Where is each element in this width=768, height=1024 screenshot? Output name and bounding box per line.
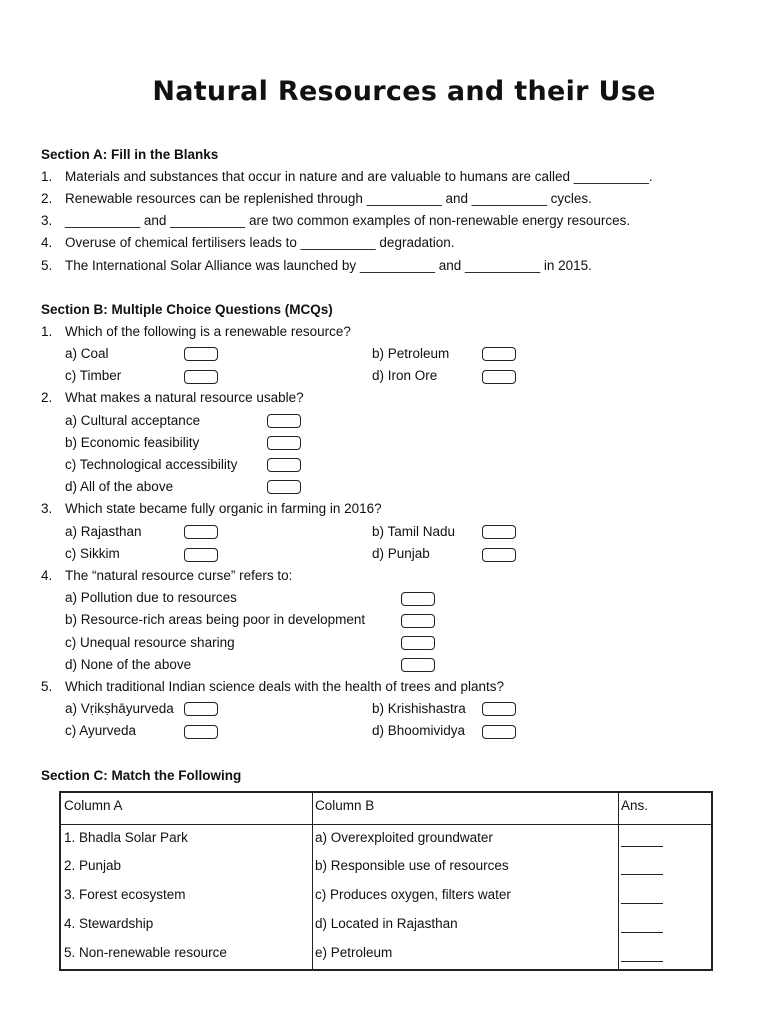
mcq-option: b) Petroleum [372,346,450,361]
mcq-option: c) Sikkim [65,546,120,561]
answer-checkbox[interactable] [401,592,435,606]
fill-blank-question-3: __________ and __________ are two common examples of non-renewable energy resources. [65,213,631,228]
mcq-number: 4. [41,568,53,583]
mcq-option: d) Punjab [372,546,430,561]
fill-blank-number: 4. [41,235,53,250]
match-item-a: 3. Forest ecosystem [64,887,186,902]
answer-checkbox[interactable] [482,702,516,716]
answer-blank[interactable] [621,932,663,933]
mcq-option: b) Tamil Nadu [372,524,456,539]
fill-blank-number: 5. [41,258,53,273]
page-title: Natural Resources and their Use [152,76,656,107]
answer-checkbox[interactable] [184,370,218,384]
mcq-option: c) Technological accessibility [65,457,238,472]
mcq-option: d) Iron Ore [372,368,438,383]
answer-checkbox[interactable] [184,725,218,739]
mcq-question-3: Which state became fully organic in farming in 2016? [65,501,382,516]
match-item-b: c) Produces oxygen, filters water [315,887,511,902]
fill-blank-number: 2. [41,191,53,206]
match-item-b: e) Petroleum [315,945,393,960]
fill-blank-question-1: Materials and substances that occur in nature and are valuable to humans are called __________. [65,169,653,184]
mcq-option: a) Cultural acceptance [65,413,201,428]
fill-blank-number: 1. [41,169,53,184]
mcq-option: a) Vṛikṣhāyurveda [65,701,174,716]
answer-checkbox[interactable] [482,370,516,384]
answer-checkbox[interactable] [401,614,435,628]
match-item-b: b) Responsible use of resources [315,858,509,873]
answer-checkbox[interactable] [267,458,301,472]
header-divider [61,824,711,825]
match-item-b: d) Located in Rajasthan [315,916,458,931]
mcq-option: b) Resource-rich areas being poor in development [65,612,366,627]
mcq-option: d) Bhoomividya [372,723,466,738]
mcq-option: c) Timber [65,368,122,383]
mcq-question-2: What makes a natural resource usable? [65,390,304,405]
mcq-option: c) Ayurveda [65,723,137,738]
mcq-option: b) Krishishastra [372,701,466,716]
mcq-option: a) Pollution due to resources [65,590,237,605]
match-table [59,791,713,971]
mcq-question-5: Which traditional Indian science deals with the health of trees and plants? [65,679,505,694]
mcq-number: 5. [41,679,53,694]
answer-checkbox[interactable] [401,636,435,650]
mcq-option: a) Coal [65,346,109,361]
answer-checkbox[interactable] [267,480,301,494]
answer-checkbox[interactable] [184,548,218,562]
section-b-heading: Section B: Multiple Choice Questions (MCQs) [41,302,333,317]
fill-blank-number: 3. [41,213,53,228]
section-c-heading: Section C: Match the Following [41,768,242,783]
fill-blank-question-2: Renewable resources can be replenished through __________ and __________ cycles. [65,191,592,206]
match-item-b: a) Overexploited groundwater [315,830,493,845]
answer-checkbox[interactable] [267,414,301,428]
mcq-number: 2. [41,390,53,405]
fill-blank-question-5: The International Solar Alliance was launched by __________ and __________ in 2015. [65,258,592,273]
mcq-option: b) Economic feasibility [65,435,200,450]
mcq-option: d) All of the above [65,479,174,494]
mcq-option: a) Rajasthan [65,524,142,539]
header-column-b: Column B [315,798,375,813]
answer-checkbox[interactable] [482,525,516,539]
mcq-number: 3. [41,501,53,516]
mcq-question-4: The “natural resource curse” refers to: [65,568,293,583]
fill-blank-question-4: Overuse of chemical fertilisers leads to __________ degradation. [65,235,455,250]
mcq-question-1: Which of the following is a renewable resource? [65,324,351,339]
answer-blank[interactable] [621,846,663,847]
match-item-a: 4. Stewardship [64,916,154,931]
answer-checkbox[interactable] [184,702,218,716]
section-a-heading: Section A: Fill in the Blanks [41,147,219,162]
answer-checkbox[interactable] [267,436,301,450]
answer-blank[interactable] [621,874,663,875]
answer-blank[interactable] [621,961,663,962]
answer-checkbox[interactable] [482,548,516,562]
mcq-number: 1. [41,324,53,339]
match-item-a: 5. Non-renewable resource [64,945,227,960]
mcq-option: d) None of the above [65,657,192,672]
answer-checkbox[interactable] [401,658,435,672]
answer-checkbox[interactable] [482,725,516,739]
mcq-option: c) Unequal resource sharing [65,635,235,650]
match-item-a: 1. Bhadla Solar Park [64,830,188,845]
answer-checkbox[interactable] [482,347,516,361]
column-divider [618,793,619,969]
column-divider [312,793,313,969]
answer-checkbox[interactable] [184,525,218,539]
match-item-a: 2. Punjab [64,858,122,873]
header-column-a: Column A [64,798,123,813]
answer-blank[interactable] [621,903,663,904]
answer-checkbox[interactable] [184,347,218,361]
header-answer: Ans. [621,798,649,813]
